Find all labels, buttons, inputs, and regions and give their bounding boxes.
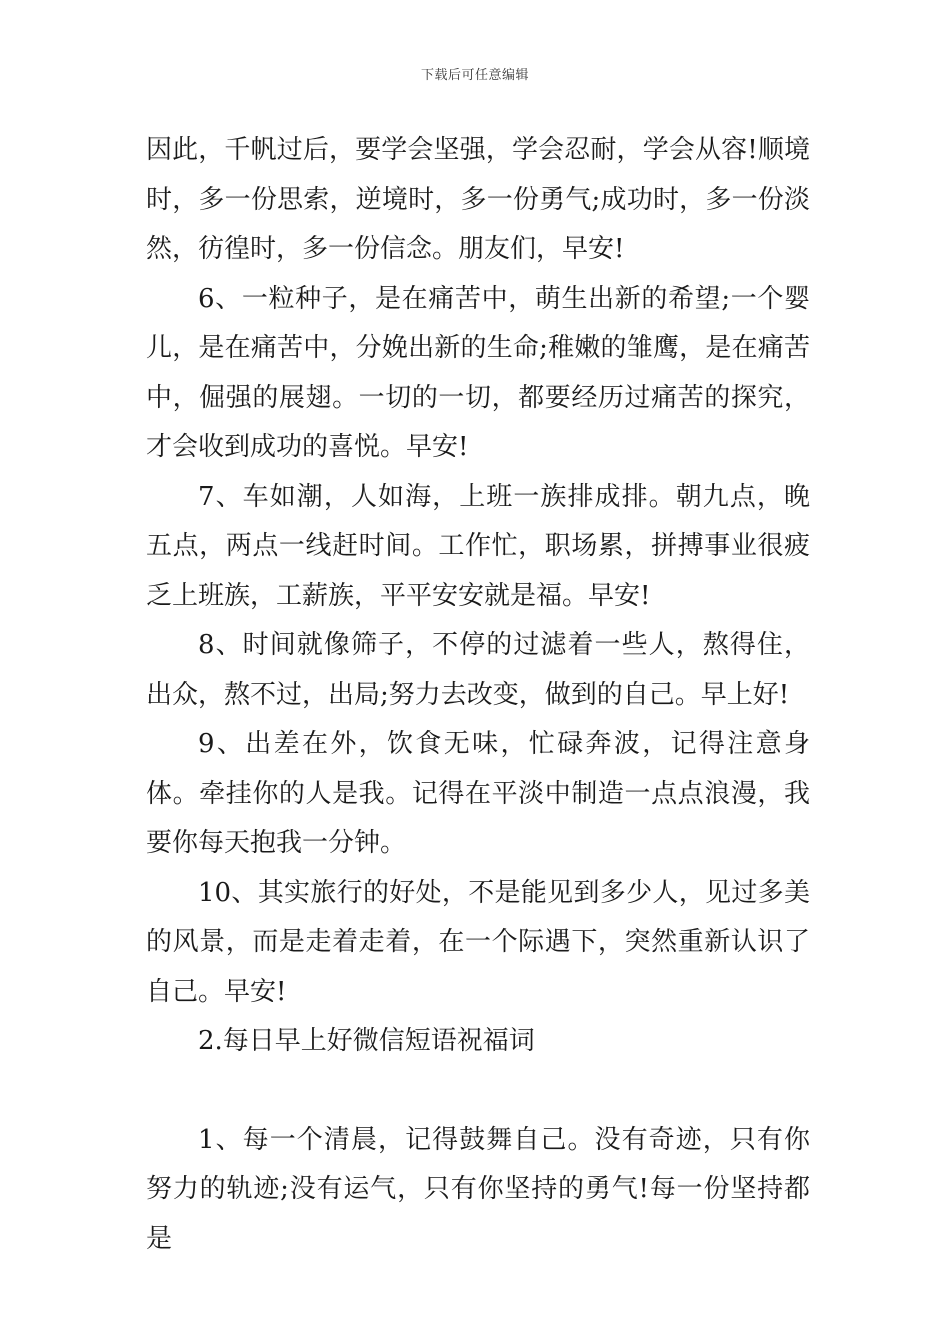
paragraph-item-7: 7、车如潮，人如海，上班一族排成排。朝九点，晚五点，两点一线赶时间。工作忙，职场累，拼搏事业很疲乏上班族，工薪族，平平安安就是福。早安! <box>146 481 810 611</box>
paragraph-continuation: 因此，千帆过后，要学会坚强，学会忍耐，学会从容!顺境时，多一份思索，逆境时，多一份勇气;成功时，多一份淡然，彷徨时，多一份信念。朋友们，早安! <box>146 135 810 264</box>
page-header: 下载后可任意编辑 <box>420 68 529 83</box>
document-body <box>146 126 810 1264</box>
paragraph-item-10: 10、其实旅行的好处，不是能见到多少人，见过多美的风景，而是走着走着，在一个际遇下，突然重新认识了自己。早安! <box>146 877 810 1007</box>
paragraph-item-6: 6、一粒种子，是在痛苦中，萌生出新的希望;一个婴儿，是在痛苦中，分娩出新的生命;稚嫩的雏鹰，是在痛苦中，倔强的展翅。一切的一切，都要经历过痛苦的探究，才会收到成功的喜悦。早安! <box>146 283 810 462</box>
paragraph-item-8: 8、时间就像筛子，不停的过滤着一些人，熬得住，出众，熬不过，出局;努力去改变，做到的自己。早上好! <box>146 630 810 710</box>
section-heading: 2.每日早上好微信短语祝福词 <box>198 1026 535 1056</box>
paragraph-item-9: 9、出差在外，饮食无味，忙碌奔波，记得注意身体。牵挂你的人是我。记得在平淡中制造一点点浪漫，我要你每天抱我一分钟。 <box>146 729 810 858</box>
paragraph-item-1: 1、每一个清晨，记得鼓舞自己。没有奇迹，只有你努力的轨迹;没有运气，只有你坚持的勇气!每一份坚持都是 <box>146 1124 810 1254</box>
